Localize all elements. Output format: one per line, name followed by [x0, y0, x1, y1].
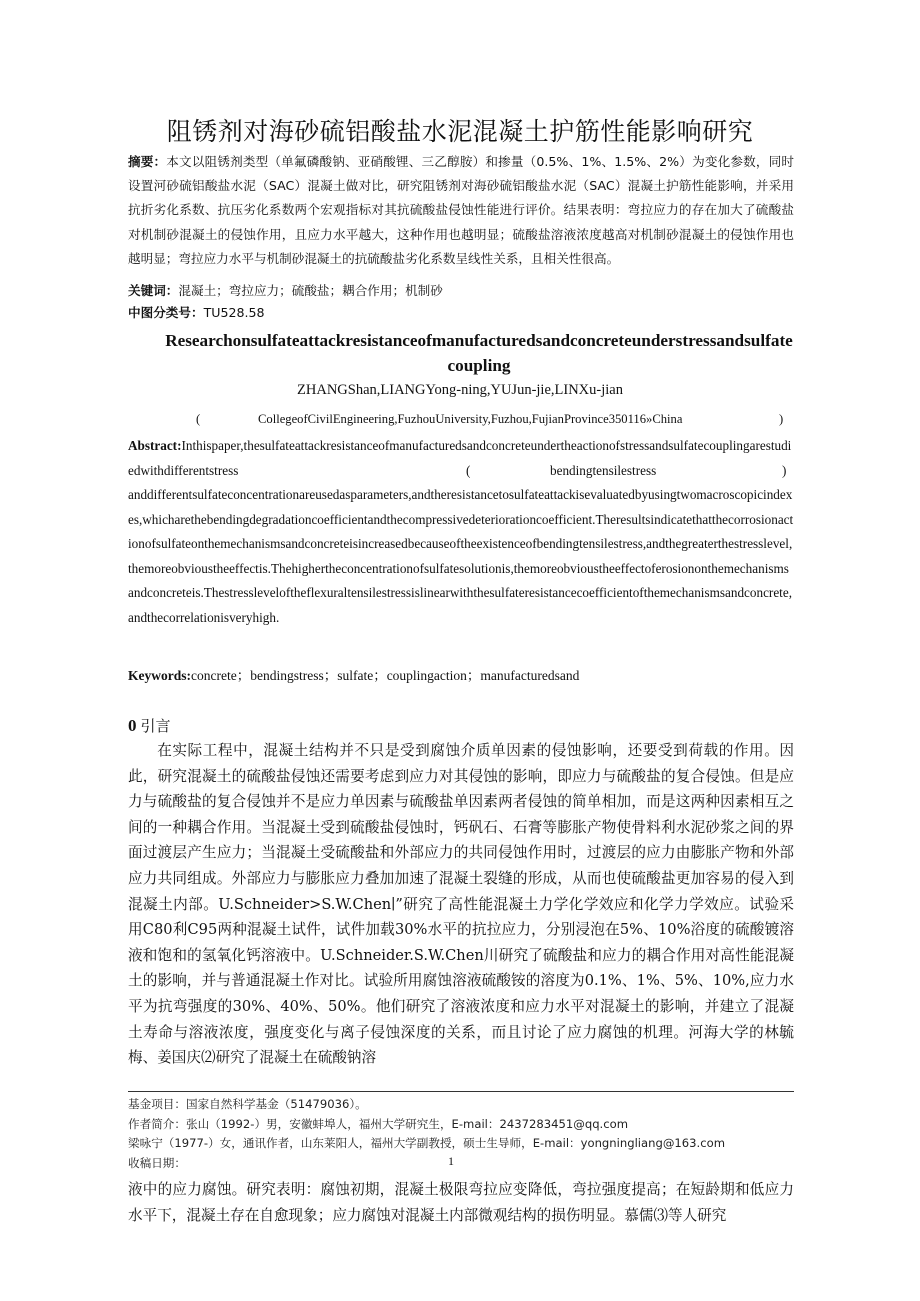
- section-title: 引言: [140, 717, 171, 735]
- abstract-en-paren-close: ): [782, 462, 787, 478]
- page-number: 1: [448, 1154, 454, 1168]
- intro-paragraph: 在实际工程中，混凝土结构并不只是受到腐蚀介质单因素的侵蚀影响，还要受到荷载的作用。因此，研究混凝土的硫酸盐侵蚀还需要考虑到应力对其侵蚀的影响，即应力与硫酸盐的复合侵蚀。但是应力与硫酸盐的复合侵蚀并不是应力单因素与硫酸盐单因素两者侵蚀的简单相加，而是这两种因素相互之间的一种耦合作用。当混凝土受到硫酸盐侵蚀时，钙矾石、石膏等膨胀产物使骨料利水泥砂浆之间的界面过渡层产生应力；当混凝土受硫酸盐和外部应力的共同侵蚀作用时，过渡层的应力由膨胀产物和外部应力共同组成。外部应力与膨胀应力叠加加速了混凝土裂缝的形成，从而也使硫酸盐更加容易的侵入到混凝土内部。U.Schneider>S.W.Chen∣”研究了高性能混凝土力学化学效应和化学力学效应。试验采用C80利C95两种混凝土试件，试件加载30%水平的抗拉应力，分别浸泡在5%、10%浴度的硫酸镀溶液和饱和的氢氧化钙溶液中。U.Schneider.S.W.Chen川研究了硫酸盐和应力的耦合作用对高性能混凝土的影响，并与普通混凝土作对比。试验所用腐蚀溶液硫酸铵的溶度为0.1%、1%、5%、10%,应力水平为抗弯强度的30%、40%、50%。他们研究了溶液浓度和应力水平对混凝土的影响，并建立了混凝土寿命与溶液浓度，强度变化与离子侵蚀深度的关系，而且讨论了应力腐蚀的机理。河海大学的林毓梅、姜国庆⑵研究了混凝土在硫酸钠溶: [128, 742, 794, 1067]
- abstract-en-label: Abstract:: [128, 438, 182, 453]
- classification-number: [128, 302, 792, 324]
- abstract-en-paren-line: [386, 459, 794, 484]
- footnote-author-2: 梁咏宁（1977-）女，通讯作者，山东莱阳人，福州大学副教授，硕士生导师，E-mail：yongningliang@163.com: [128, 1136, 725, 1150]
- footnote-divider: [128, 1091, 794, 1092]
- affiliation-close-paren: ): [779, 412, 784, 426]
- keywords-cn: [128, 280, 792, 302]
- abstract-en-lead: Inthispaper,thesulfateattackresistanceofmanufacturedsandconcreteundertheactionofstressandsulfatecouplingarestudiedwithdifferentstress: [128, 438, 792, 478]
- keywords-cn-label: 关键词：: [128, 283, 179, 298]
- abstract-cn: [128, 150, 794, 271]
- abstract-en-paren-open: (: [466, 462, 471, 478]
- section-heading: [128, 715, 428, 736]
- english-authors: ZHANGShan,LIANGYong-ning,YUJun-jie,LINXu-jian: [297, 382, 623, 398]
- section-number: 0: [128, 716, 137, 735]
- keywords-cn-text: 混凝土；弯拉应力；硫酸盐；耦合作用；机制砂: [178, 283, 443, 298]
- keywords-en-text: concrete；bendingstress；sulfate；couplingaction；manufacturedsand: [191, 668, 580, 683]
- footnote-funding: 基金项目：国家自然科学基金（51479036）。: [128, 1097, 367, 1111]
- paper-title: 阻锈剂对海砂硫铝酸盐水泥混凝土护筋性能影响研究: [166, 117, 754, 146]
- affiliation-open-paren: (: [196, 412, 201, 426]
- abstract-cn-text: 本文以阻锈剂类型（单氟磷酸钠、亚硝酸锂、三乙醇胺）和掺量（0.5%、1%、1.5%、2%）为变化参数，同时设置河砂硫铝酸盐水泥（SAC）混凝土做对比，研究阻锈剂对海砂硫铝酸盐水泥（SAC）混凝土护筋性能影响，并采用抗折劣化系数、抗压劣化系数两个宏观指标对其抗硫酸盐侵蚀性能进行评价。结果表明：弯拉应力的存在加大了硫酸盐对机制砂混凝土的侵蚀作用，且应力水平越大，这种作用也越明显；硫酸盐溶液浓度越高对机制砂混凝土的侵蚀作用也越明显；弯拉应力水平与机制砂混凝土的抗硫酸盐劣化系数呈线性关系，且相关性很高。: [128, 154, 795, 266]
- english-title: Researchonsulfateattackresistanceofmanufacturedsandconcreteunderstressandsulfatecoupling: [165, 331, 793, 375]
- affiliation: [196, 412, 796, 432]
- abstract-en: [128, 434, 794, 630]
- abstract-cn-label: 摘要：: [128, 154, 167, 169]
- footnotes: [128, 1095, 794, 1173]
- keywords-en: [128, 664, 792, 684]
- abstract-en-paren-text: bendingtensilestress: [550, 462, 657, 478]
- footnote-author-1: 作者简介：张山（1992-）男，安徽蚌埠人，福州大学研究生，E-mail：2437283451@qq.com: [128, 1116, 628, 1131]
- keywords-en-label: Keywords:: [128, 668, 191, 683]
- footnote-received: 收稿日期：: [128, 1155, 186, 1170]
- affiliation-text: CollegeofCivilEngineering,FuzhouUniversity,Fuzhou,FujianProvince350116»China: [258, 412, 683, 426]
- abstract-en-rest: anddifferentsulfateconcentrationareusedasparameters,andtheresistancetosulfateattackisevaluatedbyusingtwomacroscopicindexes,whicharethebendingdegradationcoefficientandthecompressivedeteriorationcoefficient.Theresultsindicatethatthecorrosionactionofsulfateonthemechanismsandconcreteisincreasedbecauseoftheexistenceofbendingtensilestress,andthegreaterthestresslevel,themoreobvioustheeffectis.Thehighertheconcentrationofsulfatesolutionis,themoreobvioustheeffectoferosiononthemechanismsandconcreteis.Thestressleveloftheflexuraltensilestressislinearwiththesulfateresistancecoefficientofthemechanismsandconcrete,andthecorrelationisveryhigh.: [128, 487, 794, 625]
- classification-text: TU528.58: [203, 305, 265, 320]
- continuation-paragraph: 液中的应力腐蚀。研究表明：腐蚀初期，混凝土极限弯拉应变降低，弯拉强度提高；在短龄期和低应力水平下，混凝土存在自愈现象；应力腐蚀对混凝土内部微观结构的损伤明显。慕儒⑶等人研究: [128, 1181, 794, 1224]
- classification-label: 中图分类号：: [128, 305, 204, 320]
